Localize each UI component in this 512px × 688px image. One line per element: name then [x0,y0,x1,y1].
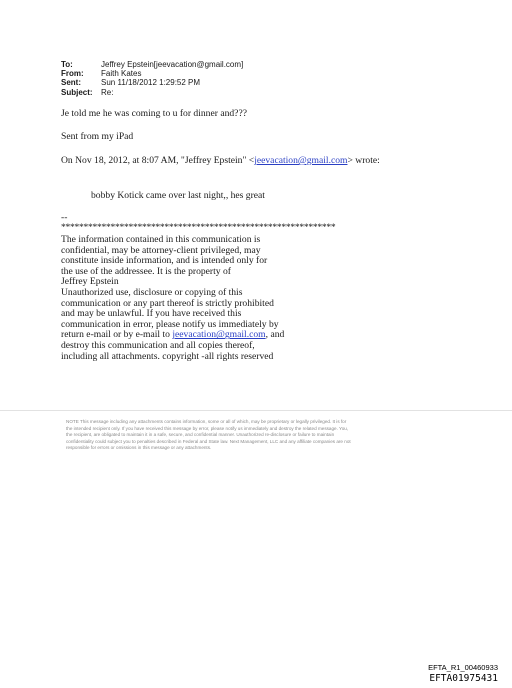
disclaimer-line: Unauthorized use, disclosure or copying of this [61,286,243,298]
subject-label: Subject: [61,87,93,97]
sent-value: Sun 11/18/2012 1:29:52 PM [101,78,201,88]
subject-value: Re: [101,87,114,97]
quote-attribution [61,155,380,166]
quote-suffix: > wrote: [347,155,380,166]
email-header [61,60,243,97]
signature-line: Sent from my iPad [61,131,134,142]
disclaimer-line: constitute inside information, and is intended only for [61,255,268,267]
quote-prefix: On Nov 18, 2012, at 8:07 AM, "Jeffrey Epstein" < [61,155,255,166]
disclaimer-line: communication in error, please notify us immediately by [61,318,279,330]
disclaimer-line: confidential, may be attorney-client privileged, may [61,244,261,256]
disclaimer-line: destroy this communication and all copies thereof, [61,339,255,351]
disclaimer-email-link[interactable]: jeevacation@gmail.com [172,329,266,341]
from-row [61,69,243,78]
to-value: Jeffrey Epstein[jeevacation@gmail.com] [101,60,244,69]
disclaimer-line: The information contained in this communication is [61,234,261,245]
disclaimer-line: including all attachments. copyright -all rights reserved [61,350,274,362]
disclaimer-prefix: return e-mail or by e-mail to [61,329,173,341]
star-divider: ************************************************************* [61,222,336,233]
divider [0,410,512,411]
disclaimer-line: and may be unlawful. If you have received this [61,308,242,320]
disclaimer-suffix: , and [265,329,285,341]
sent-label: Sent: [61,78,81,88]
disclaimer-line: Jeffrey Epstein [61,276,119,288]
disclaimer-line: communication or any part thereof is strictly prohibited [61,297,274,309]
footer-note [66,419,486,452]
sent-row [61,78,243,87]
quote-email-link[interactable]: jeevacation@gmail.com [254,155,348,166]
reply-line: Je told me he was coming to u for dinner and??? [61,108,247,119]
note-line: the recipient, are obligated to maintain it in a safe, secure, and confidential manner. Unauthorized re-disclosure or failure to maintain [66,432,335,437]
sig-dash: -- [61,212,68,223]
doc-id-primary: EFTA_R1_00460933 [428,663,498,672]
note-line: confidentiality could subject you to penalties described in Federal and State law. Next Management, LLC and any affiliate companies are not [66,438,351,444]
note-line: the intended recipient only. If you have received this message by error, please notify us immediately and destroy the related message. You, [66,425,349,431]
confidentiality-disclaimer [61,235,284,362]
from-value: Faith Kates [101,69,142,79]
from-label: From: [61,69,84,79]
quoted-message: bobby Kotick came over last night,, hes great [91,190,265,201]
doc-id-secondary: EFTA01975431 [429,673,498,684]
document-ids [428,663,498,684]
to-label: To: [61,60,73,69]
note-line: responsible for errors or omissions in this message or any attachments. [66,445,212,450]
to-row [61,60,243,69]
disclaimer-line: the use of the addressee. It is the property of [61,265,231,277]
note-line: NOTE This message including any attachments contains information, some or all of which, may be proprietary or legally privileged. It is for [66,419,347,424]
subject-row [61,88,243,97]
